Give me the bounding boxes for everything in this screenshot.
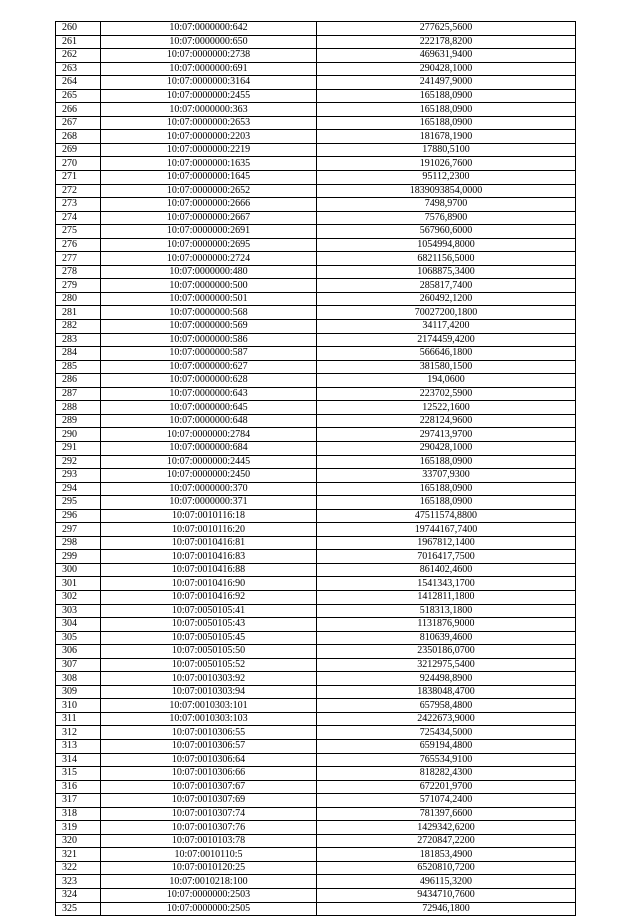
row-number-cell: 285 bbox=[56, 360, 101, 374]
table-row bbox=[56, 428, 576, 442]
row-number-cell: 322 bbox=[56, 861, 101, 875]
value-cell: 260492,1200 bbox=[317, 292, 576, 306]
table-row bbox=[56, 171, 576, 185]
value-cell: 34117,4200 bbox=[317, 320, 576, 334]
value-cell: 818282,4300 bbox=[317, 767, 576, 781]
table-row bbox=[56, 712, 576, 726]
table-row bbox=[56, 225, 576, 239]
cadastral-number-cell: 10:07:0000000:370 bbox=[101, 482, 317, 496]
cadastral-number-cell: 10:07:0010116:20 bbox=[101, 523, 317, 537]
value-cell: 95112,2300 bbox=[317, 171, 576, 185]
value-cell: 3212975,5400 bbox=[317, 658, 576, 672]
value-cell: 1068875,3400 bbox=[317, 265, 576, 279]
cadastral-number-cell: 10:07:0010416:88 bbox=[101, 563, 317, 577]
value-cell: 924498,8900 bbox=[317, 672, 576, 686]
table-row bbox=[56, 211, 576, 225]
cadastral-number-cell: 10:07:0000000:2455 bbox=[101, 89, 317, 103]
row-number-cell: 309 bbox=[56, 685, 101, 699]
table-row bbox=[56, 49, 576, 63]
row-number-cell: 263 bbox=[56, 62, 101, 76]
value-cell: 33707,9300 bbox=[317, 469, 576, 483]
cadastral-number-cell: 10:07:0010306:64 bbox=[101, 753, 317, 767]
cadastral-number-cell: 10:07:0000000:480 bbox=[101, 265, 317, 279]
value-cell: 165188,0900 bbox=[317, 103, 576, 117]
row-number-cell: 306 bbox=[56, 645, 101, 659]
cadastral-number-cell: 10:07:0000000:2667 bbox=[101, 211, 317, 225]
value-cell: 1131876,9000 bbox=[317, 618, 576, 632]
row-number-cell: 262 bbox=[56, 49, 101, 63]
value-cell: 222178,8200 bbox=[317, 35, 576, 49]
table-row bbox=[56, 604, 576, 618]
table-row bbox=[56, 252, 576, 266]
cadastral-number-cell: 10:07:0000000:643 bbox=[101, 387, 317, 401]
cadastral-number-cell: 10:07:0000000:2784 bbox=[101, 428, 317, 442]
row-number-cell: 283 bbox=[56, 333, 101, 347]
table-row bbox=[56, 699, 576, 713]
value-cell: 72946,1800 bbox=[317, 902, 576, 916]
cadastral-number-cell: 10:07:0010307:74 bbox=[101, 807, 317, 821]
row-number-cell: 270 bbox=[56, 157, 101, 171]
row-number-cell: 308 bbox=[56, 672, 101, 686]
cadastral-number-cell: 10:07:0000000:2505 bbox=[101, 902, 317, 916]
value-cell: 657958,4800 bbox=[317, 699, 576, 713]
cadastral-number-cell: 10:07:0050105:43 bbox=[101, 618, 317, 632]
row-number-cell: 317 bbox=[56, 794, 101, 808]
value-cell: 47511574,8800 bbox=[317, 509, 576, 523]
row-number-cell: 269 bbox=[56, 143, 101, 157]
row-number-cell: 320 bbox=[56, 834, 101, 848]
table-row bbox=[56, 455, 576, 469]
table-row bbox=[56, 482, 576, 496]
row-number-cell: 292 bbox=[56, 455, 101, 469]
table-row bbox=[56, 238, 576, 252]
value-cell: 165188,0900 bbox=[317, 482, 576, 496]
cadastral-number-cell: 10:07:0010416:83 bbox=[101, 550, 317, 564]
row-number-cell: 296 bbox=[56, 509, 101, 523]
table-row bbox=[56, 374, 576, 388]
cadastral-number-cell: 10:07:0050105:45 bbox=[101, 631, 317, 645]
cadastral-number-cell: 10:07:0010120:25 bbox=[101, 861, 317, 875]
cadastral-number-cell: 10:07:0010307:67 bbox=[101, 780, 317, 794]
cadastral-number-cell: 10:07:0000000:569 bbox=[101, 320, 317, 334]
value-cell: 571074,2400 bbox=[317, 794, 576, 808]
row-number-cell: 261 bbox=[56, 35, 101, 49]
table-row bbox=[56, 198, 576, 212]
row-number-cell: 275 bbox=[56, 225, 101, 239]
row-number-cell: 315 bbox=[56, 767, 101, 781]
table-row bbox=[56, 157, 576, 171]
table-row bbox=[56, 116, 576, 130]
table-row bbox=[56, 333, 576, 347]
table-row bbox=[56, 848, 576, 862]
row-number-cell: 288 bbox=[56, 401, 101, 415]
row-number-cell: 260 bbox=[56, 22, 101, 36]
table-row bbox=[56, 387, 576, 401]
cadastral-number-cell: 10:07:0000000:371 bbox=[101, 496, 317, 510]
value-cell: 2174459,4200 bbox=[317, 333, 576, 347]
value-cell: 2720847,2200 bbox=[317, 834, 576, 848]
table-row bbox=[56, 821, 576, 835]
cadastral-number-cell: 10:07:0010416:90 bbox=[101, 577, 317, 591]
cadastral-number-cell: 10:07:0000000:2203 bbox=[101, 130, 317, 144]
value-cell: 181853,4900 bbox=[317, 848, 576, 862]
cadastral-number-cell: 10:07:0000000:2652 bbox=[101, 184, 317, 198]
row-number-cell: 281 bbox=[56, 306, 101, 320]
cadastral-number-cell: 10:07:0010306:57 bbox=[101, 739, 317, 753]
value-cell: 861402,4600 bbox=[317, 563, 576, 577]
cadastral-number-cell: 10:07:0000000:684 bbox=[101, 441, 317, 455]
table-row bbox=[56, 496, 576, 510]
row-number-cell: 310 bbox=[56, 699, 101, 713]
row-number-cell: 312 bbox=[56, 726, 101, 740]
value-cell: 1429342,6200 bbox=[317, 821, 576, 835]
value-cell: 7576,8900 bbox=[317, 211, 576, 225]
cadastral-number-cell: 10:07:0000000:2653 bbox=[101, 116, 317, 130]
row-number-cell: 298 bbox=[56, 536, 101, 550]
row-number-cell: 299 bbox=[56, 550, 101, 564]
row-number-cell: 297 bbox=[56, 523, 101, 537]
table-row bbox=[56, 89, 576, 103]
table-row bbox=[56, 441, 576, 455]
cadastral-number-cell: 10:07:0010303:101 bbox=[101, 699, 317, 713]
value-cell: 2350186,0700 bbox=[317, 645, 576, 659]
row-number-cell: 267 bbox=[56, 116, 101, 130]
row-number-cell: 278 bbox=[56, 265, 101, 279]
value-cell: 165188,0900 bbox=[317, 455, 576, 469]
row-number-cell: 284 bbox=[56, 347, 101, 361]
cadastral-number-cell: 10:07:0000000:2445 bbox=[101, 455, 317, 469]
data-table bbox=[55, 21, 576, 916]
table-row bbox=[56, 401, 576, 415]
cadastral-number-cell: 10:07:0010218:100 bbox=[101, 875, 317, 889]
value-cell: 19744167,7400 bbox=[317, 523, 576, 537]
cadastral-number-cell: 10:07:0010110:5 bbox=[101, 848, 317, 862]
cadastral-number-cell: 10:07:0000000:2738 bbox=[101, 49, 317, 63]
value-cell: 297413,9700 bbox=[317, 428, 576, 442]
value-cell: 70027200,1800 bbox=[317, 306, 576, 320]
row-number-cell: 307 bbox=[56, 658, 101, 672]
row-number-cell: 282 bbox=[56, 320, 101, 334]
table-row bbox=[56, 861, 576, 875]
table-row bbox=[56, 794, 576, 808]
cadastral-number-cell: 10:07:0010416:81 bbox=[101, 536, 317, 550]
row-number-cell: 321 bbox=[56, 848, 101, 862]
cadastral-number-cell: 10:07:0010303:103 bbox=[101, 712, 317, 726]
value-cell: 1541343,1700 bbox=[317, 577, 576, 591]
row-number-cell: 293 bbox=[56, 469, 101, 483]
cadastral-number-cell: 10:07:0000000:2450 bbox=[101, 469, 317, 483]
cadastral-number-cell: 10:07:0050105:41 bbox=[101, 604, 317, 618]
cadastral-number-cell: 10:07:0000000:1635 bbox=[101, 157, 317, 171]
row-number-cell: 286 bbox=[56, 374, 101, 388]
cadastral-number-cell: 10:07:0050105:52 bbox=[101, 658, 317, 672]
row-number-cell: 302 bbox=[56, 590, 101, 604]
table-row bbox=[56, 360, 576, 374]
value-cell: 765534,9100 bbox=[317, 753, 576, 767]
row-number-cell: 313 bbox=[56, 739, 101, 753]
cadastral-number-cell: 10:07:0010306:66 bbox=[101, 767, 317, 781]
value-cell: 725434,5000 bbox=[317, 726, 576, 740]
table-row bbox=[56, 22, 576, 36]
cadastral-number-cell: 10:07:0000000:650 bbox=[101, 35, 317, 49]
table-row bbox=[56, 658, 576, 672]
cadastral-number-cell: 10:07:0010307:76 bbox=[101, 821, 317, 835]
value-cell: 7016417,7500 bbox=[317, 550, 576, 564]
table-row bbox=[56, 631, 576, 645]
table-row bbox=[56, 265, 576, 279]
table-row bbox=[56, 279, 576, 293]
row-number-cell: 324 bbox=[56, 889, 101, 903]
cadastral-number-cell: 10:07:0000000:628 bbox=[101, 374, 317, 388]
row-number-cell: 304 bbox=[56, 618, 101, 632]
table-row bbox=[56, 767, 576, 781]
value-cell: 1054994,8000 bbox=[317, 238, 576, 252]
row-number-cell: 271 bbox=[56, 171, 101, 185]
table-row bbox=[56, 618, 576, 632]
cadastral-number-cell: 10:07:0000000:691 bbox=[101, 62, 317, 76]
cadastral-number-cell: 10:07:0010303:94 bbox=[101, 685, 317, 699]
cadastral-number-cell: 10:07:0000000:3164 bbox=[101, 76, 317, 90]
cadastral-number-cell: 10:07:0000000:648 bbox=[101, 414, 317, 428]
value-cell: 277625,5600 bbox=[317, 22, 576, 36]
row-number-cell: 319 bbox=[56, 821, 101, 835]
row-number-cell: 303 bbox=[56, 604, 101, 618]
value-cell: 1838048,4700 bbox=[317, 685, 576, 699]
value-cell: 1967812,1400 bbox=[317, 536, 576, 550]
table-row bbox=[56, 62, 576, 76]
value-cell: 165188,0900 bbox=[317, 496, 576, 510]
table-row bbox=[56, 753, 576, 767]
table-row bbox=[56, 807, 576, 821]
value-cell: 6520810,7200 bbox=[317, 861, 576, 875]
value-cell: 672201,9700 bbox=[317, 780, 576, 794]
table-body bbox=[56, 22, 576, 916]
row-number-cell: 289 bbox=[56, 414, 101, 428]
value-cell: 194,0600 bbox=[317, 374, 576, 388]
cadastral-number-cell: 10:07:0000000:500 bbox=[101, 279, 317, 293]
row-number-cell: 318 bbox=[56, 807, 101, 821]
value-cell: 566646,1800 bbox=[317, 347, 576, 361]
cadastral-number-cell: 10:07:0050105:50 bbox=[101, 645, 317, 659]
row-number-cell: 311 bbox=[56, 712, 101, 726]
table-row bbox=[56, 834, 576, 848]
value-cell: 290428,1000 bbox=[317, 62, 576, 76]
cadastral-number-cell: 10:07:0000000:1645 bbox=[101, 171, 317, 185]
table-row bbox=[56, 523, 576, 537]
row-number-cell: 279 bbox=[56, 279, 101, 293]
cadastral-number-cell: 10:07:0000000:2691 bbox=[101, 225, 317, 239]
cadastral-number-cell: 10:07:0000000:586 bbox=[101, 333, 317, 347]
value-cell: 181678,1900 bbox=[317, 130, 576, 144]
value-cell: 290428,1000 bbox=[317, 441, 576, 455]
table-row bbox=[56, 889, 576, 903]
row-number-cell: 265 bbox=[56, 89, 101, 103]
table-row bbox=[56, 76, 576, 90]
value-cell: 6821156,5000 bbox=[317, 252, 576, 266]
table-row bbox=[56, 414, 576, 428]
value-cell: 241497,9000 bbox=[317, 76, 576, 90]
cadastral-number-cell: 10:07:0010103:78 bbox=[101, 834, 317, 848]
cadastral-number-cell: 10:07:0000000:2503 bbox=[101, 889, 317, 903]
row-number-cell: 266 bbox=[56, 103, 101, 117]
value-cell: 381580,1500 bbox=[317, 360, 576, 374]
row-number-cell: 301 bbox=[56, 577, 101, 591]
row-number-cell: 264 bbox=[56, 76, 101, 90]
table-row bbox=[56, 103, 576, 117]
table-row bbox=[56, 306, 576, 320]
value-cell: 223702,5900 bbox=[317, 387, 576, 401]
value-cell: 659194,4800 bbox=[317, 739, 576, 753]
table-row bbox=[56, 563, 576, 577]
table-row bbox=[56, 320, 576, 334]
cadastral-number-cell: 10:07:0000000:645 bbox=[101, 401, 317, 415]
cadastral-number-cell: 10:07:0000000:2666 bbox=[101, 198, 317, 212]
row-number-cell: 277 bbox=[56, 252, 101, 266]
table-row bbox=[56, 509, 576, 523]
row-number-cell: 294 bbox=[56, 482, 101, 496]
cadastral-number-cell: 10:07:0010303:92 bbox=[101, 672, 317, 686]
value-cell: 469631,9400 bbox=[317, 49, 576, 63]
value-cell: 496115,3200 bbox=[317, 875, 576, 889]
table-row bbox=[56, 550, 576, 564]
cadastral-number-cell: 10:07:0000000:587 bbox=[101, 347, 317, 361]
row-number-cell: 272 bbox=[56, 184, 101, 198]
table-row bbox=[56, 35, 576, 49]
table-row bbox=[56, 902, 576, 916]
cadastral-number-cell: 10:07:0010306:55 bbox=[101, 726, 317, 740]
cadastral-number-cell: 10:07:0000000:2695 bbox=[101, 238, 317, 252]
table-row bbox=[56, 645, 576, 659]
cadastral-number-cell: 10:07:0010307:69 bbox=[101, 794, 317, 808]
row-number-cell: 287 bbox=[56, 387, 101, 401]
cadastral-number-cell: 10:07:0000000:501 bbox=[101, 292, 317, 306]
table-row bbox=[56, 469, 576, 483]
value-cell: 7498,9700 bbox=[317, 198, 576, 212]
table-row bbox=[56, 672, 576, 686]
row-number-cell: 280 bbox=[56, 292, 101, 306]
value-cell: 1412811,1800 bbox=[317, 590, 576, 604]
value-cell: 1839093854,0000 bbox=[317, 184, 576, 198]
value-cell: 191026,7600 bbox=[317, 157, 576, 171]
row-number-cell: 316 bbox=[56, 780, 101, 794]
value-cell: 567960,6000 bbox=[317, 225, 576, 239]
table-row bbox=[56, 143, 576, 157]
table-row bbox=[56, 292, 576, 306]
table-row bbox=[56, 130, 576, 144]
table-row bbox=[56, 184, 576, 198]
row-number-cell: 268 bbox=[56, 130, 101, 144]
value-cell: 518313,1800 bbox=[317, 604, 576, 618]
row-number-cell: 323 bbox=[56, 875, 101, 889]
row-number-cell: 295 bbox=[56, 496, 101, 510]
table-row bbox=[56, 739, 576, 753]
table-row bbox=[56, 875, 576, 889]
cadastral-number-cell: 10:07:0000000:363 bbox=[101, 103, 317, 117]
table-row bbox=[56, 780, 576, 794]
value-cell: 228124,9600 bbox=[317, 414, 576, 428]
value-cell: 810639,4600 bbox=[317, 631, 576, 645]
row-number-cell: 273 bbox=[56, 198, 101, 212]
cadastral-number-cell: 10:07:0000000:627 bbox=[101, 360, 317, 374]
row-number-cell: 314 bbox=[56, 753, 101, 767]
value-cell: 9434710,7600 bbox=[317, 889, 576, 903]
row-number-cell: 276 bbox=[56, 238, 101, 252]
row-number-cell: 300 bbox=[56, 563, 101, 577]
value-cell: 165188,0900 bbox=[317, 116, 576, 130]
document-page bbox=[55, 21, 575, 916]
table-row bbox=[56, 726, 576, 740]
value-cell: 17880,5100 bbox=[317, 143, 576, 157]
cadastral-number-cell: 10:07:0000000:568 bbox=[101, 306, 317, 320]
cadastral-number-cell: 10:07:0000000:642 bbox=[101, 22, 317, 36]
cadastral-number-cell: 10:07:0000000:2219 bbox=[101, 143, 317, 157]
table-row bbox=[56, 347, 576, 361]
table-row bbox=[56, 685, 576, 699]
value-cell: 781397,6600 bbox=[317, 807, 576, 821]
row-number-cell: 290 bbox=[56, 428, 101, 442]
cadastral-number-cell: 10:07:0000000:2724 bbox=[101, 252, 317, 266]
row-number-cell: 291 bbox=[56, 441, 101, 455]
value-cell: 12522,1600 bbox=[317, 401, 576, 415]
table-row bbox=[56, 577, 576, 591]
table-row bbox=[56, 536, 576, 550]
value-cell: 2422673,9000 bbox=[317, 712, 576, 726]
row-number-cell: 274 bbox=[56, 211, 101, 225]
value-cell: 165188,0900 bbox=[317, 89, 576, 103]
table-row bbox=[56, 590, 576, 604]
value-cell: 285817,7400 bbox=[317, 279, 576, 293]
row-number-cell: 325 bbox=[56, 902, 101, 916]
row-number-cell: 305 bbox=[56, 631, 101, 645]
cadastral-number-cell: 10:07:0010116:18 bbox=[101, 509, 317, 523]
cadastral-number-cell: 10:07:0010416:92 bbox=[101, 590, 317, 604]
